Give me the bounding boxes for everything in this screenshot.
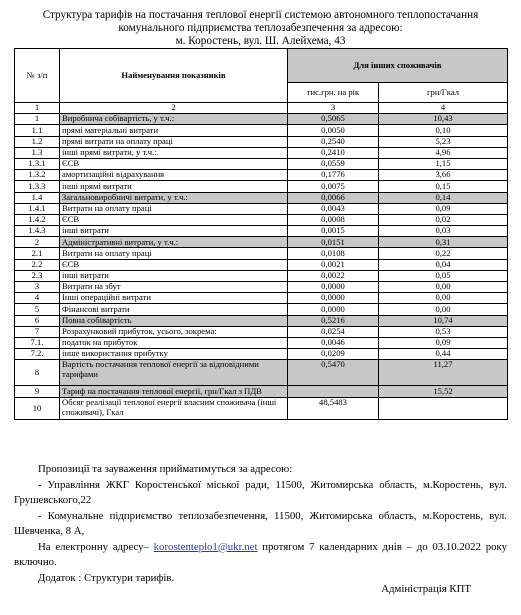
- row-value-annual: 0,5470: [288, 360, 379, 386]
- row-value-annual: 0,0151: [288, 237, 379, 248]
- row-value-annual: 0,5216: [288, 315, 379, 326]
- row-number: 1.3.3: [15, 181, 60, 192]
- row-label: ЄСВ: [60, 158, 288, 169]
- table-row: [15, 147, 508, 158]
- row-value-annual: 0,0108: [288, 248, 379, 259]
- table-row: [15, 293, 508, 304]
- header-v1: тис.грн. на рік: [288, 83, 379, 103]
- row-number: 8: [15, 360, 60, 386]
- row-label: податок на прибуток: [60, 337, 288, 348]
- row-value-annual: 0,0000: [288, 293, 379, 304]
- row-number: 10: [15, 398, 60, 420]
- row-value-per-gcal: 0,53: [379, 326, 508, 337]
- row-value-per-gcal: 0,04: [379, 259, 508, 270]
- row-value-annual: 0,0015: [288, 226, 379, 237]
- header-num: № з/п: [15, 49, 60, 103]
- row-label: інші прямі витрати: [60, 181, 288, 192]
- row-label: прямі матеріальні витрати: [60, 125, 288, 136]
- notes-email-line: [14, 540, 507, 571]
- title-line-3: м. Коростень, вул. Ш. Алейхема, 43: [175, 35, 346, 47]
- row-value-annual: 48,5483: [288, 398, 379, 420]
- email-link[interactable]: korostenteplo1@ukr.net: [153, 540, 258, 553]
- row-number: 1.4.1: [15, 203, 60, 214]
- table-row: [15, 214, 508, 225]
- table-row: [15, 337, 508, 348]
- row-label: ЄСВ: [60, 259, 288, 270]
- row-number: 1.2: [15, 136, 60, 147]
- table-row: [15, 192, 508, 203]
- table-row: [15, 398, 508, 420]
- row-number: 2.2: [15, 259, 60, 270]
- tariff-table: [14, 48, 508, 420]
- row-label: ЄСВ: [60, 214, 288, 225]
- row-number: 2.3: [15, 270, 60, 281]
- row-value-annual: 0,0022: [288, 270, 379, 281]
- title-line-2: комунального підприємства теплозабезпечення за адресою:: [118, 22, 403, 34]
- row-number: 9: [15, 386, 60, 398]
- row-value-per-gcal: 0,22: [379, 248, 508, 259]
- row-label: Інші операційні витрати: [60, 293, 288, 304]
- table-row: [15, 203, 508, 214]
- row-value-per-gcal: 0,09: [379, 203, 508, 214]
- row-value-per-gcal: 0,00: [379, 293, 508, 304]
- row-number: 3: [15, 282, 60, 293]
- row-value-per-gcal: 0,03: [379, 226, 508, 237]
- row-label: Повна собівартість: [60, 315, 288, 326]
- row-label: Витрати на оплату праці: [60, 203, 288, 214]
- table-row: [15, 270, 508, 281]
- header-v2: грн/Гкал: [379, 83, 508, 103]
- table-row: [15, 326, 508, 337]
- row-number: 7: [15, 326, 60, 337]
- email-prefix: На електронну адресу–: [38, 540, 154, 553]
- table-row: [15, 158, 508, 169]
- row-value-per-gcal: 10,43: [379, 114, 508, 125]
- row-value-annual: 0,0075: [288, 181, 379, 192]
- row-label: Обсяг реалізації теплової енергії власним споживача (інші споживачі), Гкал: [60, 398, 288, 420]
- row-value-per-gcal: 4,96: [379, 147, 508, 158]
- notes-appendix: Додаток : Структури тарифів.: [38, 571, 175, 584]
- row-value-annual: [288, 386, 379, 398]
- row-number: 1.4.2: [15, 214, 60, 225]
- signature: Адміністрація КПТ: [381, 583, 471, 595]
- row-value-annual: 0,0000: [288, 282, 379, 293]
- row-value-per-gcal: 0,10: [379, 125, 508, 136]
- row-value-per-gcal: 0,15: [379, 181, 508, 192]
- row-number: 1.4: [15, 192, 60, 203]
- row-value-annual: 0,0008: [288, 214, 379, 225]
- row-value-per-gcal: 1,15: [379, 158, 508, 169]
- row-label: Адміністративні витрати, у т.ч.:: [60, 237, 288, 248]
- table-row: [15, 304, 508, 315]
- row-number: 1.4.3: [15, 226, 60, 237]
- table-row: [15, 248, 508, 259]
- row-number: 1.3: [15, 147, 60, 158]
- row-value-per-gcal: 0,02: [379, 214, 508, 225]
- table-row: [15, 237, 508, 248]
- row-value-per-gcal: 0,44: [379, 349, 508, 360]
- row-value-annual: 0,0050: [288, 125, 379, 136]
- row-number: 2: [15, 237, 60, 248]
- row-number: 1.1: [15, 125, 60, 136]
- row-value-per-gcal: 10,74: [379, 315, 508, 326]
- row-value-annual: 0,2540: [288, 136, 379, 147]
- row-label: Виробнича собівартість, у т.ч.:: [60, 114, 288, 125]
- row-value-per-gcal: 0,09: [379, 337, 508, 348]
- row-value-annual: 0,0066: [288, 192, 379, 203]
- row-value-per-gcal: 0,31: [379, 237, 508, 248]
- row-value-annual: 0,0021: [288, 259, 379, 270]
- row-label: Тариф на постачання теплової енергії, грн/Гкал з ПДВ: [60, 386, 288, 398]
- row-value-annual: 0,0209: [288, 349, 379, 360]
- table-row: [15, 349, 508, 360]
- row-label: інші витрати: [60, 270, 288, 281]
- row-label: Фінансові витрати: [60, 304, 288, 315]
- row-label: інше використання прибутку: [60, 349, 288, 360]
- row-label: інші витрати: [60, 226, 288, 237]
- row-value-annual: 0,0559: [288, 158, 379, 169]
- row-label: Вартість постачання теплової енергії за відповідними тарифами: [60, 360, 288, 386]
- colnum-2: 2: [60, 103, 288, 114]
- row-number: 1.3.1: [15, 158, 60, 169]
- notes-block: [14, 462, 507, 586]
- header-group: Для інших споживачів: [288, 49, 508, 83]
- row-value-per-gcal: 3,66: [379, 170, 508, 181]
- colnum-1: 1: [15, 103, 60, 114]
- table-row: [15, 170, 508, 181]
- row-value-annual: 0,1776: [288, 170, 379, 181]
- table-row: [15, 181, 508, 192]
- table-row: [15, 125, 508, 136]
- table-header-row: [15, 49, 508, 83]
- row-value-annual: 0,5065: [288, 114, 379, 125]
- title-line-1: Структура тарифів на постачання теплової енергії системою автономного теплопостачання: [42, 9, 479, 21]
- row-value-per-gcal: 15,52: [379, 386, 508, 398]
- row-value-per-gcal: 0,14: [379, 192, 508, 203]
- row-value-per-gcal: 11,27: [379, 360, 508, 386]
- table-row: [15, 136, 508, 147]
- row-value-annual: 0,0254: [288, 326, 379, 337]
- row-value-annual: 0,2410: [288, 147, 379, 158]
- row-number: 7.1.: [15, 337, 60, 348]
- row-number: 6: [15, 315, 60, 326]
- table-row: [15, 386, 508, 398]
- table-row: [15, 114, 508, 125]
- notes-intro: Пропозиції та зауваження прийматимуться за адресою:: [38, 463, 293, 475]
- row-label: амортизаційні відрахування: [60, 170, 288, 181]
- table-colnum-row: [15, 103, 508, 114]
- table-row: [15, 315, 508, 326]
- row-number: 1: [15, 114, 60, 125]
- row-number: 2.1: [15, 248, 60, 259]
- table-row: [15, 360, 508, 386]
- row-value-annual: 0,0046: [288, 337, 379, 348]
- table-row: [15, 282, 508, 293]
- table-row: [15, 226, 508, 237]
- notes-address-1: - Управління ЖКГ Коростенської міської ради, 11500, Житомирська область, м.Коростень, вул. Грушевського,22: [14, 478, 507, 506]
- row-label: інші прямі витрати, у т.ч.:: [60, 147, 288, 158]
- header-name: Найменування показників: [60, 49, 288, 103]
- row-label: Загальновиробничі витрати, у т.ч.:: [60, 192, 288, 203]
- row-label: Витрати на збут: [60, 282, 288, 293]
- row-number: 7.2.: [15, 349, 60, 360]
- row-label: прямі витрати на оплату праці: [60, 136, 288, 147]
- colnum-4: 4: [379, 103, 508, 114]
- email-suffix: протягом 7 календарних днів – до 03.10.2022 року включно.: [14, 540, 507, 568]
- table-body: [15, 114, 508, 420]
- table-row: [15, 259, 508, 270]
- colnum-3: 3: [288, 103, 379, 114]
- row-value-annual: 0,0043: [288, 203, 379, 214]
- document-title: [0, 9, 521, 48]
- notes-address-2: - Комунальне підприємство теплозабезпечення, 11500, Житомирська область, м.Коростень, вул. Шевченка, 8 А,: [14, 509, 507, 537]
- row-value-per-gcal: 0,00: [379, 282, 508, 293]
- row-value-per-gcal: 0,00: [379, 304, 508, 315]
- row-number: 5: [15, 304, 60, 315]
- row-value-per-gcal: 5,23: [379, 136, 508, 147]
- row-label: Розрахунковий прибуток, усього, зокрема:: [60, 326, 288, 337]
- row-number: 1.3.2: [15, 170, 60, 181]
- row-value-annual: 0,0000: [288, 304, 379, 315]
- row-number: 4: [15, 293, 60, 304]
- row-label: Витрати на оплату праці: [60, 248, 288, 259]
- row-value-per-gcal: [379, 398, 508, 420]
- row-value-per-gcal: 0,05: [379, 270, 508, 281]
